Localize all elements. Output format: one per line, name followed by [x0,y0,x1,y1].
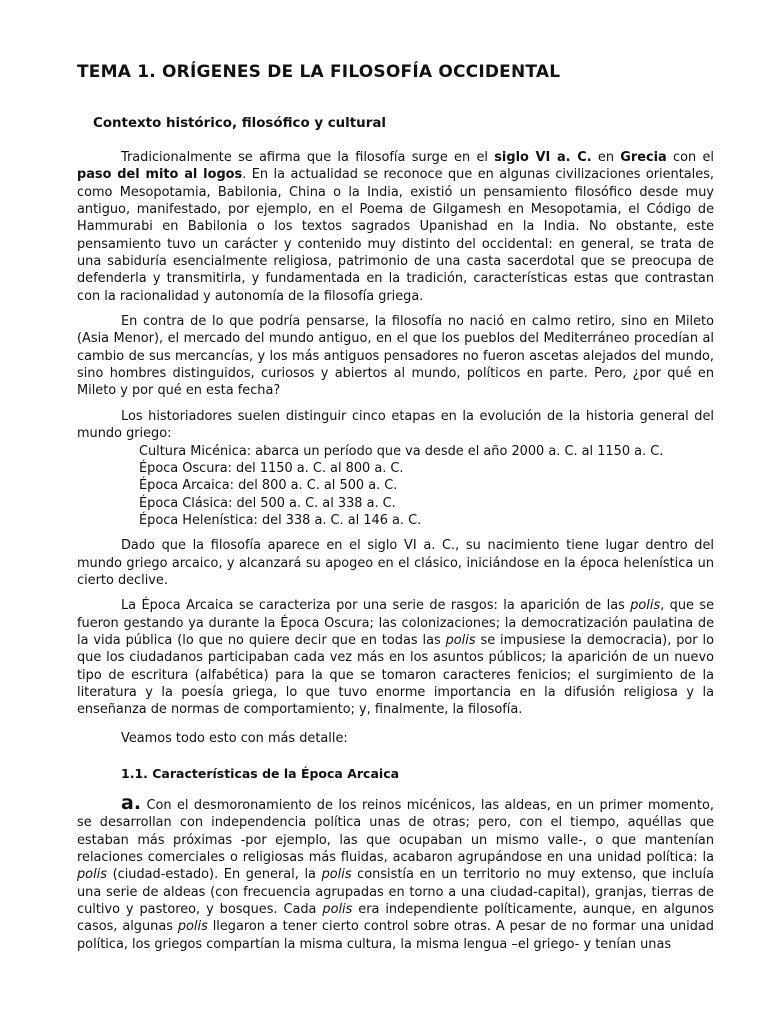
bold-text: paso del mito al logos [77,167,243,183]
section-heading: 1.1. Características de la Época Arcaica [121,766,400,781]
list-item: Época Oscura: del 1150 a. C. al 800 a. C. [139,460,404,476]
text-run: con el [666,150,714,165]
text-run: en [591,150,621,165]
paragraph-intro [77,149,714,305]
etapas-list [139,443,714,530]
paragraph-etapas-intro: Los historiadores suelen distinguir cinco etapas en la evolución de la historia general del mundo griego: [77,408,714,442]
page-title: TEMA 1. ORÍGENES DE LA FILOSOFÍA OCCIDENTAL [77,62,561,82]
paragraph-detalle: Veamos todo esto con más detalle: [121,730,348,746]
italic-text: polis [322,902,353,918]
text-run: llegaron a tener cierto control sobre otras. A pesar de no formar una unidad política, los griegos compartían la misma cultura, la misma lengua –el griego- y tenían unas [77,919,714,952]
text-run: Tradicionalmente se afirma que la filosofía surge en el [121,150,495,165]
text-run: consistía en un territorio no muy extenso, que incluía una serie de aldeas (con frecuencia agrupadas en torno a una ciudad-capital), granjas, tierras de cultivo y pastoreo, y bosques. Cada [77,867,714,918]
italic-text: polis [445,632,476,648]
bold-text: siglo VI a. C. [494,150,592,165]
list-item: Época Helenística: del 338 a. C. al 146 a. C. [139,512,422,528]
text-run: (ciudad-estado). En general, la [106,867,322,883]
list-item: Época Arcaica: del 800 a. C. al 500 a. C. [139,478,398,494]
paragraph-polis [77,792,714,953]
text-run: Con el desmoronamiento de los reinos micénicos, las aldeas, en un primer momento, se desarrollan con independencia política unas de otras; pero, con el tiempo, aquéllas que estaban más próximas -por ejemplo, las que ocupaban un mismo valle-, o que mantenían relaciones comerciales o religiosas más fluidas, acabaron agrupándose en una unidad política: la [77,798,714,866]
text-run: se impusiese la democracia), por lo que los ciudadanos participaban cada vez más en los asuntos públicos; la aparición de un nuevo tipo de escritura (alfabética) para la que se tomaron caracteres fenicios; el surgimiento de la literatura y la poesía griega, lo que tuvo enorme importancia en la difusión religiosa y la enseñanza de normas de comportamiento; y, finalmente, la filosofía. [77,632,714,718]
list-item: Cultura Micénica: abarca un período que va desde el año 2000 a. C. al 1150 a. C. [139,443,664,459]
text-run: , que se fueron gestando ya durante la Época Oscura; las colonizaciones; la democratización paulatina de la vida pública (lo que no quiere decir que en todas las [77,598,714,648]
paragraph-apogeo: Dado que la filosofía aparece en el siglo VI a. C., su nacimiento tiene lugar dentro del mundo griego arcaico, y alcanzará su apogeo en el clásico, iniciándose en la época helenística un cierto declive. [77,538,714,588]
text-run: era independiente políticamente, aunque, en algunos casos, algunas [77,902,714,935]
text-run: . En la actualidad se reconoce que en algunas civilizaciones orientales, como Mesopotamia, Babilonia, China o la India, existió un pensamiento filosófico desde muy antiguo, manifestado, por ejemplo, en el Poema de Gilgamesh en Mesopotamia, el Código de Hammurabi en Babilonia o los textos sagrados Upanishad en la India. No obstante, este pensamiento tuvo un carácter y contenido muy distinto del occidental: en general, se trata de una sabiduría esencialmente religiosa, patrimonio de una casta sacerdotal que se preocupa de defenderla y transmitirla, y fundamentada en la tradición, características estas que contrastan con la racionalidad y autonomía de la filosofía griega. [77,167,715,304]
document-page [77,62,714,953]
text-run: La Época Arcaica se caracteriza por una serie de rasgos: la aparición de las [121,598,631,614]
lead-letter: a. [121,792,142,814]
italic-text: polis [630,598,661,614]
paragraph-epoca-arcaica [77,597,714,718]
italic-text: polis [77,867,107,883]
paragraph-mileto: En contra de lo que podría pensarse, la filosofía no nació en calmo retiro, sino en Mileto (Asia Menor), el mercado del mundo antiguo, en el que los pueblos del Mediterráneo procedían al cambio de sus mercancías, y los más antiguos pensadores no fueron ascetas alejados del mundo, sino hombres distinguidos, curiosos y abiertos al mundo, políticos en parte. Pero, ¿por qué en Mileto y por qué en esta fecha? [77,314,714,399]
section-subtitle: Contexto histórico, filosófico y cultural [93,116,386,131]
list-item: Época Clásica: del 500 a. C. al 338 a. C. [139,495,396,511]
bold-text: Grecia [620,150,667,165]
italic-text: polis [321,867,352,883]
italic-text: polis [177,919,208,935]
